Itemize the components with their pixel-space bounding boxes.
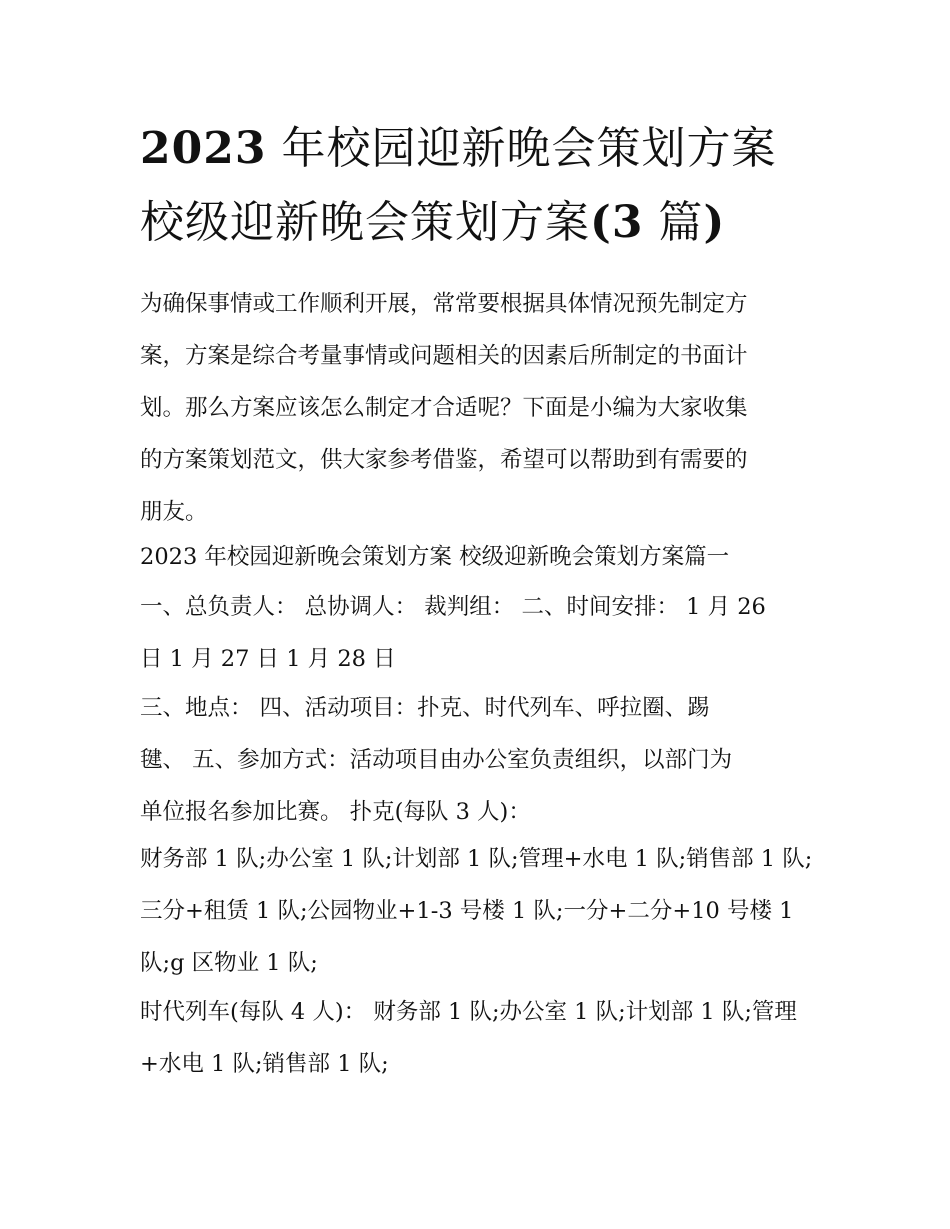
poker-teams-line: 三分+租赁 1 队;公园物业+1-3 号楼 1 队;一分+二分+10 号楼 1 [140,898,794,924]
location-line: 毽、 五、参加方式：活动项目由办公室负责组织，以部门为 [140,747,733,773]
poker-teams-paragraph [140,833,820,989]
intro-line: 为确保事情或工作顺利开展，常常要根据具体情况预先制定方 [140,291,748,317]
title-line-1 [140,112,820,186]
poker-teams-line: 队;g 区物业 1 队; [140,950,318,976]
title-year: 2023 [140,123,267,174]
title-count-open: (3 [590,197,644,248]
title-count-unit: 篇 [643,197,704,248]
schedule-paragraph [140,581,820,685]
schedule-line: 一、总负责人： 总协调人： 裁判组： 二、时间安排： 1 月 26 [140,594,766,620]
intro-line: 划。那么方案应该怎么制定才合适呢？下面是小编为大家收集 [140,395,748,421]
intro-paragraph [140,278,820,538]
title-line-1-text: 年校园迎新晚会策划方案 [266,123,777,174]
title-count-close: ) [703,197,726,248]
location-line: 单位报名参加比赛。 扑克(每队 3 人)： [140,799,531,825]
train-teams-paragraph [140,986,820,1090]
intro-line: 朋友。 [140,499,208,525]
document-title [140,112,820,260]
schedule-line: 日 1 月 27 日 1 月 28 日 [140,646,396,672]
title-line-2-text: 校级迎新晚会策划方案 [140,197,590,248]
poker-teams-line: 财务部 1 队;办公室 1 队;计划部 1 队;管理+水电 1 队;销售部 1 队; [140,846,813,872]
title-line-2 [140,186,820,260]
train-teams-line: 时代列车(每队 4 人)： 财务部 1 队;办公室 1 队;计划部 1 队;管理 [140,999,797,1025]
section-heading-text: 2023 年校园迎新晚会策划方案 校级迎新晚会策划方案篇一 [140,544,730,570]
intro-line: 的方案策划范文，供大家参考借鉴，希望可以帮助到有需要的 [140,447,748,473]
section-heading [140,531,820,583]
location-paragraph [140,682,820,838]
train-teams-line: +水电 1 队;销售部 1 队; [140,1051,389,1077]
location-line: 三、地点： 四、活动项目：扑克、时代列车、呼拉圈、踢 [140,695,710,721]
intro-line: 案，方案是综合考量事情或问题相关的因素后所制定的书面计 [140,343,748,369]
